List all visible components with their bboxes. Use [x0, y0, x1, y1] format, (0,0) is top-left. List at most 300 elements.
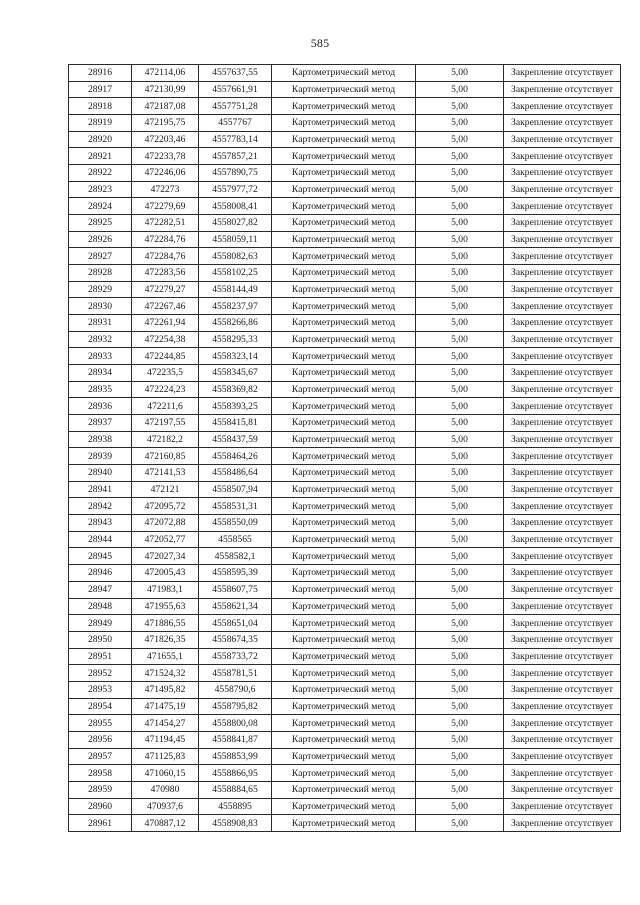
accuracy-cell: 5,00	[416, 281, 504, 298]
y-coordinate-cell: 4558059,11	[199, 231, 272, 248]
x-coordinate-cell: 472197,55	[132, 415, 199, 432]
method-cell: Картометрический метод	[272, 198, 416, 215]
point-number-cell: 28927	[69, 248, 132, 265]
fixation-cell: Закрепление отсутствует	[504, 298, 621, 315]
table-row	[69, 131, 621, 148]
x-coordinate-cell: 472203,46	[132, 131, 199, 148]
accuracy-cell: 5,00	[416, 765, 504, 782]
fixation-cell: Закрепление отсутствует	[504, 198, 621, 215]
accuracy-cell: 5,00	[416, 348, 504, 365]
method-cell: Картометрический метод	[272, 331, 416, 348]
point-number-cell: 28938	[69, 431, 132, 448]
point-number-cell: 28925	[69, 215, 132, 232]
accuracy-cell: 5,00	[416, 615, 504, 632]
method-cell: Картометрический метод	[272, 698, 416, 715]
method-cell: Картометрический метод	[272, 731, 416, 748]
method-cell: Картометрический метод	[272, 681, 416, 698]
point-number-cell: 28924	[69, 198, 132, 215]
table-row	[69, 415, 621, 432]
table-row	[69, 98, 621, 115]
method-cell: Картометрический метод	[272, 748, 416, 765]
x-coordinate-cell: 470980	[132, 781, 199, 798]
fixation-cell: Закрепление отсутствует	[504, 398, 621, 415]
table-row	[69, 115, 621, 132]
accuracy-cell: 5,00	[416, 465, 504, 482]
x-coordinate-cell: 472141,53	[132, 465, 199, 482]
table-row	[69, 548, 621, 565]
table-row	[69, 81, 621, 98]
method-cell: Картометрический метод	[272, 431, 416, 448]
method-cell: Картометрический метод	[272, 448, 416, 465]
point-number-cell: 28955	[69, 715, 132, 732]
table-row	[69, 798, 621, 815]
method-cell: Картометрический метод	[272, 798, 416, 815]
x-coordinate-cell: 470887,12	[132, 815, 199, 832]
coordinates-table-body	[69, 65, 621, 832]
accuracy-cell: 5,00	[416, 531, 504, 548]
y-coordinate-cell: 4558437,59	[199, 431, 272, 448]
x-coordinate-cell: 472284,76	[132, 248, 199, 265]
fixation-cell: Закрепление отсутствует	[504, 215, 621, 232]
accuracy-cell: 5,00	[416, 748, 504, 765]
method-cell: Картометрический метод	[272, 631, 416, 648]
table-row	[69, 431, 621, 448]
accuracy-cell: 5,00	[416, 515, 504, 532]
x-coordinate-cell: 472187,08	[132, 98, 199, 115]
accuracy-cell: 5,00	[416, 265, 504, 282]
accuracy-cell: 5,00	[416, 115, 504, 132]
y-coordinate-cell: 4558393,25	[199, 398, 272, 415]
y-coordinate-cell: 4558853,99	[199, 748, 272, 765]
method-cell: Картометрический метод	[272, 465, 416, 482]
fixation-cell: Закрепление отсутствует	[504, 598, 621, 615]
accuracy-cell: 5,00	[416, 148, 504, 165]
method-cell: Картометрический метод	[272, 231, 416, 248]
table-row	[69, 465, 621, 482]
x-coordinate-cell: 471983,1	[132, 581, 199, 598]
accuracy-cell: 5,00	[416, 365, 504, 382]
point-number-cell: 28958	[69, 765, 132, 782]
method-cell: Картометрический метод	[272, 381, 416, 398]
point-number-cell: 28928	[69, 265, 132, 282]
accuracy-cell: 5,00	[416, 248, 504, 265]
point-number-cell: 28919	[69, 115, 132, 132]
x-coordinate-cell: 472095,72	[132, 498, 199, 515]
coordinates-table	[68, 64, 621, 832]
x-coordinate-cell: 472182,2	[132, 431, 199, 448]
table-row	[69, 515, 621, 532]
x-coordinate-cell: 472246,06	[132, 165, 199, 182]
table-row	[69, 65, 621, 82]
table-row	[69, 381, 621, 398]
table-row	[69, 781, 621, 798]
fixation-cell: Закрепление отсутствует	[504, 81, 621, 98]
accuracy-cell: 5,00	[416, 65, 504, 82]
y-coordinate-cell: 4558531,31	[199, 498, 272, 515]
y-coordinate-cell: 4558144,49	[199, 281, 272, 298]
point-number-cell: 28945	[69, 548, 132, 565]
method-cell: Картометрический метод	[272, 98, 416, 115]
accuracy-cell: 5,00	[416, 631, 504, 648]
method-cell: Картометрический метод	[272, 398, 416, 415]
fixation-cell: Закрепление отсутствует	[504, 231, 621, 248]
table-row	[69, 265, 621, 282]
accuracy-cell: 5,00	[416, 448, 504, 465]
y-coordinate-cell: 4558295,33	[199, 331, 272, 348]
fixation-cell: Закрепление отсутствует	[504, 415, 621, 432]
table-row	[69, 165, 621, 182]
y-coordinate-cell: 4557661,91	[199, 81, 272, 98]
accuracy-cell: 5,00	[416, 581, 504, 598]
point-number-cell: 28952	[69, 665, 132, 682]
y-coordinate-cell: 4558008,41	[199, 198, 272, 215]
x-coordinate-cell: 472254,38	[132, 331, 199, 348]
y-coordinate-cell: 4558607,75	[199, 581, 272, 598]
fixation-cell: Закрепление отсутствует	[504, 665, 621, 682]
fixation-cell: Закрепление отсутствует	[504, 731, 621, 748]
y-coordinate-cell: 4558651,04	[199, 615, 272, 632]
y-coordinate-cell: 4558884,65	[199, 781, 272, 798]
page-number: 585	[310, 36, 330, 50]
point-number-cell: 28917	[69, 81, 132, 98]
table-row	[69, 248, 621, 265]
fixation-cell: Закрепление отсутствует	[504, 565, 621, 582]
point-number-cell: 28947	[69, 581, 132, 598]
method-cell: Картометрический метод	[272, 165, 416, 182]
y-coordinate-cell: 4558674,35	[199, 631, 272, 648]
point-number-cell: 28944	[69, 531, 132, 548]
method-cell: Картометрический метод	[272, 515, 416, 532]
table-row	[69, 715, 621, 732]
table-row	[69, 348, 621, 365]
x-coordinate-cell: 472052,77	[132, 531, 199, 548]
table-row	[69, 598, 621, 615]
method-cell: Картометрический метод	[272, 565, 416, 582]
method-cell: Картометрический метод	[272, 181, 416, 198]
accuracy-cell: 5,00	[416, 731, 504, 748]
y-coordinate-cell: 4558266,86	[199, 315, 272, 332]
x-coordinate-cell: 471524,32	[132, 665, 199, 682]
table-row	[69, 631, 621, 648]
x-coordinate-cell: 471194,45	[132, 731, 199, 748]
fixation-cell: Закрепление отсутствует	[504, 131, 621, 148]
x-coordinate-cell: 472235,5	[132, 365, 199, 382]
fixation-cell: Закрепление отсутствует	[504, 248, 621, 265]
table-row	[69, 315, 621, 332]
x-coordinate-cell: 472114,06	[132, 65, 199, 82]
point-number-cell: 28943	[69, 515, 132, 532]
point-number-cell: 28940	[69, 465, 132, 482]
y-coordinate-cell: 4558550,09	[199, 515, 272, 532]
method-cell: Картометрический метод	[272, 598, 416, 615]
accuracy-cell: 5,00	[416, 165, 504, 182]
accuracy-cell: 5,00	[416, 681, 504, 698]
table-row	[69, 698, 621, 715]
table-row	[69, 531, 621, 548]
point-number-cell: 28939	[69, 448, 132, 465]
y-coordinate-cell: 4558908,83	[199, 815, 272, 832]
y-coordinate-cell: 4558082,63	[199, 248, 272, 265]
method-cell: Картометрический метод	[272, 298, 416, 315]
method-cell: Картометрический метод	[272, 815, 416, 832]
point-number-cell: 28936	[69, 398, 132, 415]
fixation-cell: Закрепление отсутствует	[504, 148, 621, 165]
method-cell: Картометрический метод	[272, 315, 416, 332]
table-row	[69, 581, 621, 598]
point-number-cell: 28957	[69, 748, 132, 765]
y-coordinate-cell: 4558102,25	[199, 265, 272, 282]
y-coordinate-cell: 4557751,28	[199, 98, 272, 115]
accuracy-cell: 5,00	[416, 598, 504, 615]
y-coordinate-cell: 4558841,87	[199, 731, 272, 748]
x-coordinate-cell: 472283,56	[132, 265, 199, 282]
point-number-cell: 28934	[69, 365, 132, 382]
fixation-cell: Закрепление отсутствует	[504, 531, 621, 548]
point-number-cell: 28960	[69, 798, 132, 815]
x-coordinate-cell: 472233,78	[132, 148, 199, 165]
fixation-cell: Закрепление отсутствует	[504, 698, 621, 715]
y-coordinate-cell: 4558415,81	[199, 415, 272, 432]
point-number-cell: 28922	[69, 165, 132, 182]
table-row	[69, 365, 621, 382]
y-coordinate-cell: 4558795,82	[199, 698, 272, 715]
point-number-cell: 28930	[69, 298, 132, 315]
fixation-cell: Закрепление отсутствует	[504, 465, 621, 482]
fixation-cell: Закрепление отсутствует	[504, 715, 621, 732]
method-cell: Картометрический метод	[272, 265, 416, 282]
method-cell: Картометрический метод	[272, 348, 416, 365]
x-coordinate-cell: 471060,15	[132, 765, 199, 782]
table-row	[69, 681, 621, 698]
accuracy-cell: 5,00	[416, 781, 504, 798]
table-row	[69, 231, 621, 248]
accuracy-cell: 5,00	[416, 198, 504, 215]
x-coordinate-cell: 472279,27	[132, 281, 199, 298]
fixation-cell: Закрепление отсутствует	[504, 98, 621, 115]
fixation-cell: Закрепление отсутствует	[504, 265, 621, 282]
y-coordinate-cell: 4558464,26	[199, 448, 272, 465]
point-number-cell: 28942	[69, 498, 132, 515]
x-coordinate-cell: 472005,43	[132, 565, 199, 582]
method-cell: Картометрический метод	[272, 148, 416, 165]
y-coordinate-cell: 4558895	[199, 798, 272, 815]
accuracy-cell: 5,00	[416, 315, 504, 332]
point-number-cell: 28933	[69, 348, 132, 365]
y-coordinate-cell: 4558595,39	[199, 565, 272, 582]
accuracy-cell: 5,00	[416, 815, 504, 832]
y-coordinate-cell: 4558565	[199, 531, 272, 548]
method-cell: Картометрический метод	[272, 365, 416, 382]
method-cell: Картометрический метод	[272, 65, 416, 82]
x-coordinate-cell: 472160,85	[132, 448, 199, 465]
y-coordinate-cell: 4558237,97	[199, 298, 272, 315]
y-coordinate-cell: 4558790,6	[199, 681, 272, 698]
method-cell: Картометрический метод	[272, 248, 416, 265]
method-cell: Картометрический метод	[272, 581, 416, 598]
point-number-cell: 28941	[69, 481, 132, 498]
table-row	[69, 731, 621, 748]
table-row	[69, 281, 621, 298]
method-cell: Картометрический метод	[272, 781, 416, 798]
table-row	[69, 398, 621, 415]
table-row	[69, 298, 621, 315]
accuracy-cell: 5,00	[416, 431, 504, 448]
accuracy-cell: 5,00	[416, 331, 504, 348]
table-row	[69, 331, 621, 348]
accuracy-cell: 5,00	[416, 398, 504, 415]
point-number-cell: 28916	[69, 65, 132, 82]
point-number-cell: 28953	[69, 681, 132, 698]
method-cell: Картометрический метод	[272, 281, 416, 298]
y-coordinate-cell: 4558345,67	[199, 365, 272, 382]
method-cell: Картометрический метод	[272, 81, 416, 98]
point-number-cell: 28948	[69, 598, 132, 615]
table-row	[69, 198, 621, 215]
fixation-cell: Закрепление отсутствует	[504, 431, 621, 448]
x-coordinate-cell: 472261,94	[132, 315, 199, 332]
table-row	[69, 815, 621, 832]
method-cell: Картометрический метод	[272, 115, 416, 132]
x-coordinate-cell: 472027,34	[132, 548, 199, 565]
y-coordinate-cell: 4558027,82	[199, 215, 272, 232]
x-coordinate-cell: 472195,75	[132, 115, 199, 132]
x-coordinate-cell: 470937,6	[132, 798, 199, 815]
y-coordinate-cell: 4558369,82	[199, 381, 272, 398]
fixation-cell: Закрепление отсутствует	[504, 681, 621, 698]
point-number-cell: 28949	[69, 615, 132, 632]
table-row	[69, 565, 621, 582]
accuracy-cell: 5,00	[416, 381, 504, 398]
y-coordinate-cell: 4558733,72	[199, 648, 272, 665]
fixation-cell: Закрепление отсутствует	[504, 331, 621, 348]
x-coordinate-cell: 472267,46	[132, 298, 199, 315]
point-number-cell: 28926	[69, 231, 132, 248]
y-coordinate-cell: 4558486,64	[199, 465, 272, 482]
point-number-cell: 28954	[69, 698, 132, 715]
accuracy-cell: 5,00	[416, 298, 504, 315]
y-coordinate-cell: 4557857,21	[199, 148, 272, 165]
method-cell: Картометрический метод	[272, 531, 416, 548]
point-number-cell: 28956	[69, 731, 132, 748]
accuracy-cell: 5,00	[416, 215, 504, 232]
table-row	[69, 765, 621, 782]
table-row	[69, 648, 621, 665]
fixation-cell: Закрепление отсутствует	[504, 781, 621, 798]
method-cell: Картометрический метод	[272, 415, 416, 432]
accuracy-cell: 5,00	[416, 415, 504, 432]
accuracy-cell: 5,00	[416, 698, 504, 715]
x-coordinate-cell: 471955,63	[132, 598, 199, 615]
method-cell: Картометрический метод	[272, 215, 416, 232]
y-coordinate-cell: 4558781,51	[199, 665, 272, 682]
method-cell: Картометрический метод	[272, 648, 416, 665]
x-coordinate-cell: 472130,99	[132, 81, 199, 98]
table-row	[69, 448, 621, 465]
fixation-cell: Закрепление отсутствует	[504, 615, 621, 632]
y-coordinate-cell: 4557977,72	[199, 181, 272, 198]
x-coordinate-cell: 471495,82	[132, 681, 199, 698]
point-number-cell: 28950	[69, 631, 132, 648]
accuracy-cell: 5,00	[416, 131, 504, 148]
y-coordinate-cell: 4558800,08	[199, 715, 272, 732]
x-coordinate-cell: 472273	[132, 181, 199, 198]
fixation-cell: Закрепление отсутствует	[504, 181, 621, 198]
y-coordinate-cell: 4557767	[199, 115, 272, 132]
point-number-cell: 28920	[69, 131, 132, 148]
fixation-cell: Закрепление отсутствует	[504, 281, 621, 298]
fixation-cell: Закрепление отсутствует	[504, 65, 621, 82]
method-cell: Картометрический метод	[272, 498, 416, 515]
y-coordinate-cell: 4557783,14	[199, 131, 272, 148]
accuracy-cell: 5,00	[416, 565, 504, 582]
table-row	[69, 615, 621, 632]
table-row	[69, 148, 621, 165]
x-coordinate-cell: 472211,6	[132, 398, 199, 415]
fixation-cell: Закрепление отсутствует	[504, 765, 621, 782]
x-coordinate-cell: 471826,35	[132, 631, 199, 648]
x-coordinate-cell: 472224,23	[132, 381, 199, 398]
method-cell: Картометрический метод	[272, 548, 416, 565]
accuracy-cell: 5,00	[416, 665, 504, 682]
accuracy-cell: 5,00	[416, 498, 504, 515]
point-number-cell: 28961	[69, 815, 132, 832]
point-number-cell: 28946	[69, 565, 132, 582]
accuracy-cell: 5,00	[416, 181, 504, 198]
table-row	[69, 665, 621, 682]
method-cell: Картометрический метод	[272, 131, 416, 148]
accuracy-cell: 5,00	[416, 548, 504, 565]
point-number-cell: 28932	[69, 331, 132, 348]
accuracy-cell: 5,00	[416, 798, 504, 815]
x-coordinate-cell: 472279,69	[132, 198, 199, 215]
x-coordinate-cell: 472072,88	[132, 515, 199, 532]
method-cell: Картометрический метод	[272, 715, 416, 732]
y-coordinate-cell: 4558323,14	[199, 348, 272, 365]
table-row	[69, 498, 621, 515]
point-number-cell: 28923	[69, 181, 132, 198]
fixation-cell: Закрепление отсутствует	[504, 365, 621, 382]
x-coordinate-cell: 471886,55	[132, 615, 199, 632]
y-coordinate-cell: 4557637,55	[199, 65, 272, 82]
fixation-cell: Закрепление отсутствует	[504, 815, 621, 832]
point-number-cell: 28929	[69, 281, 132, 298]
table-row	[69, 181, 621, 198]
accuracy-cell: 5,00	[416, 231, 504, 248]
fixation-cell: Закрепление отсутствует	[504, 315, 621, 332]
x-coordinate-cell: 471125,83	[132, 748, 199, 765]
accuracy-cell: 5,00	[416, 81, 504, 98]
method-cell: Картометрический метод	[272, 481, 416, 498]
fixation-cell: Закрепление отсутствует	[504, 748, 621, 765]
fixation-cell: Закрепление отсутствует	[504, 798, 621, 815]
x-coordinate-cell: 472282,51	[132, 215, 199, 232]
x-coordinate-cell: 471454,27	[132, 715, 199, 732]
x-coordinate-cell: 472284,76	[132, 231, 199, 248]
fixation-cell: Закрепление отсутствует	[504, 631, 621, 648]
method-cell: Картометрический метод	[272, 615, 416, 632]
method-cell: Картометрический метод	[272, 665, 416, 682]
y-coordinate-cell: 4557890,75	[199, 165, 272, 182]
accuracy-cell: 5,00	[416, 715, 504, 732]
table-row	[69, 748, 621, 765]
point-number-cell: 28931	[69, 315, 132, 332]
x-coordinate-cell: 471475,19	[132, 698, 199, 715]
fixation-cell: Закрепление отсутствует	[504, 581, 621, 598]
fixation-cell: Закрепление отсутствует	[504, 481, 621, 498]
fixation-cell: Закрепление отсутствует	[504, 448, 621, 465]
accuracy-cell: 5,00	[416, 481, 504, 498]
x-coordinate-cell: 472121	[132, 481, 199, 498]
